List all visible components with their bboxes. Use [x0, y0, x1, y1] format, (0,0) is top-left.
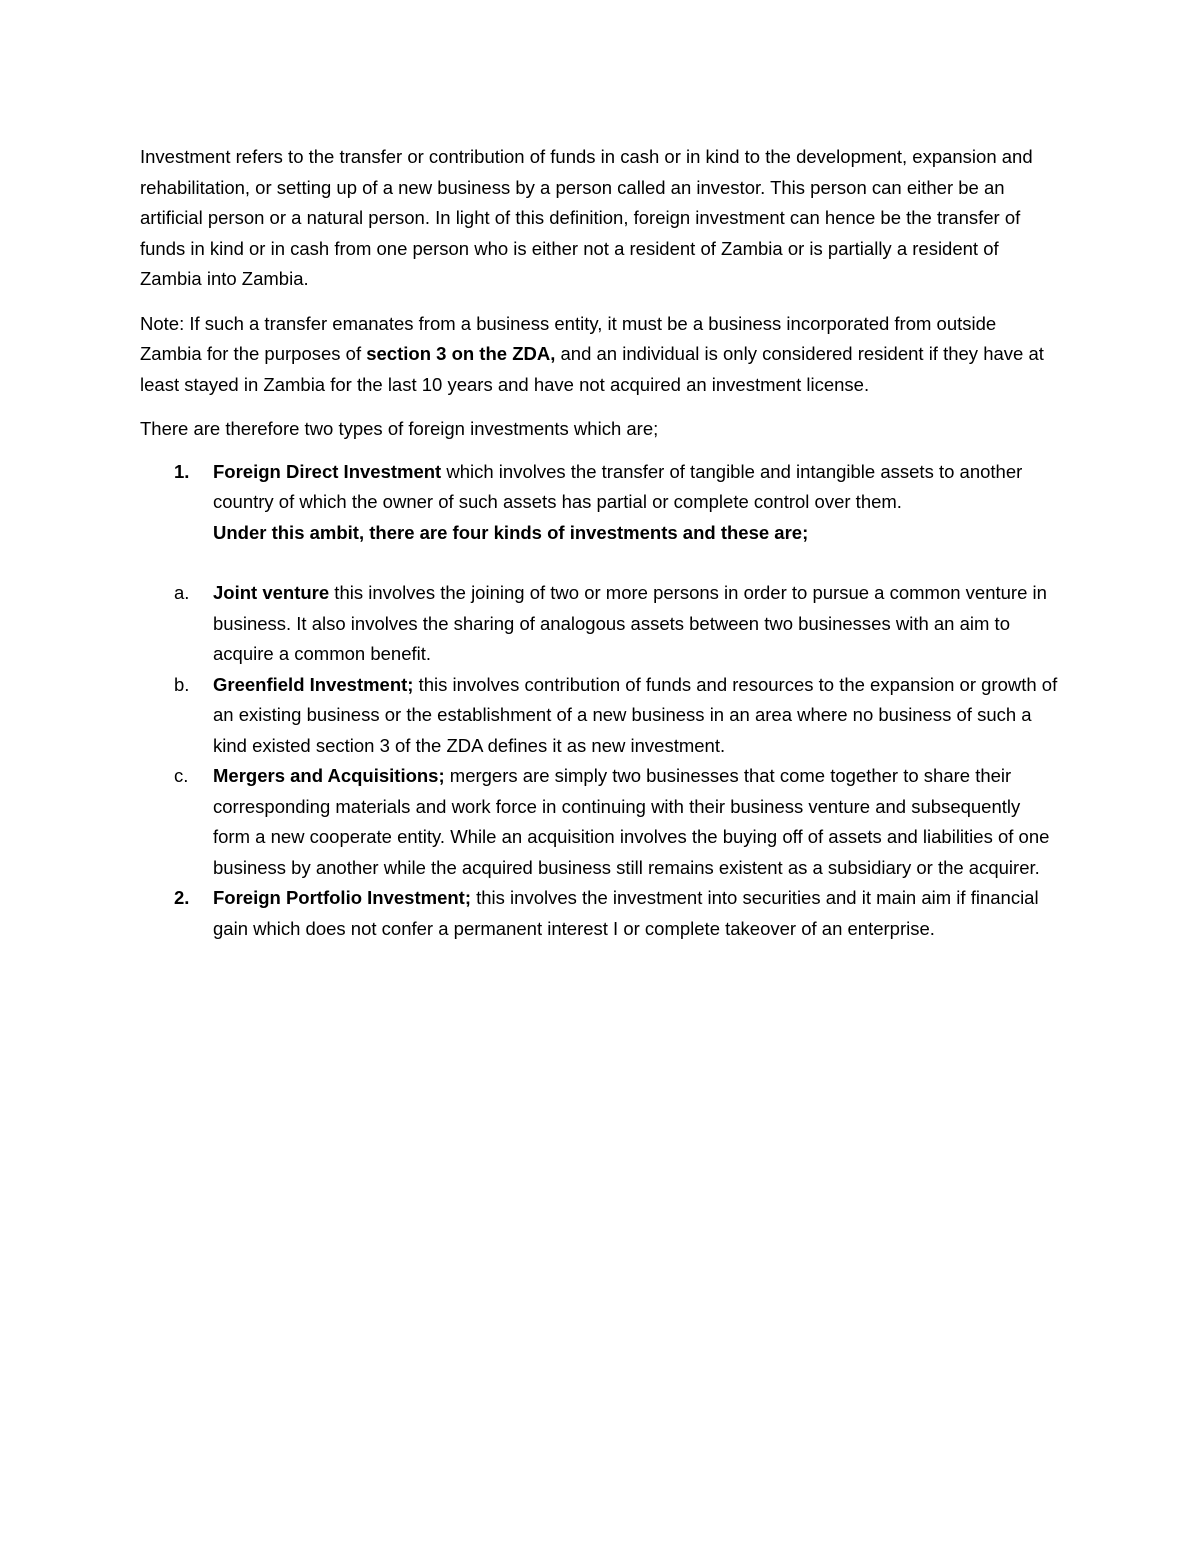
list-item-greenfield-investment	[140, 670, 1060, 762]
note-text-start: Note: If such a transfer emanates from a business entity, it must be a business incorporated from outside Zambia for the purposes of	[140, 312, 997, 364]
item-heading: Foreign Portfolio Investment;	[213, 887, 471, 908]
paragraph-investment-definition: Investment refers to the transfer or contribution of funds in cash or in kind to the development, expansion and rehabilitation, or setting up of a new business by a person called an investor. This person can either be an artificial person or a natural person. In light of this definition, foreign investment can hence be the transfer of funds in kind or in cash from one person who is either not a resident of Zambia or is partially a resident of Zambia into Zambia.	[140, 146, 1033, 289]
item-heading: Foreign Direct Investment	[213, 460, 442, 482]
list-marker: c.	[174, 765, 189, 786]
list-item-foreign-direct-investment	[140, 457, 1060, 549]
note-text-end: and an individual is only considered resident if they have at least stayed in Zambia for the last 10 years and have not acquired an investment license.	[140, 343, 1044, 395]
item-heading: Greenfield Investment;	[213, 673, 414, 695]
item-text: this involves the investment into securities and it main aim if financial gain which does not confer a permanent interest I or complete takeover of an enterprise.	[213, 887, 1039, 939]
paragraph-note	[140, 309, 1060, 401]
list-item-foreign-portfolio-investment	[140, 883, 1060, 944]
item-text: mergers are simply two businesses that come together to share their corresponding materials and work force in continuing with their business venture and subsequently form a new cooperate entity. While an acquisition involves the buying off of assets and liabilities of one business by another while the acquired business still remains existent as a subsidiary or the acquirer.	[213, 765, 1050, 878]
list-marker: 2.	[174, 887, 190, 908]
paragraph-types-intro: There are therefore two types of foreign investments which are;	[140, 418, 659, 439]
sub-list	[140, 578, 1060, 883]
item-text: which involves the transfer of tangible and intangible assets to another country of which the owner of such assets has partial or complete control over them.	[213, 460, 1023, 512]
list-marker: 1.	[174, 460, 190, 482]
list-item-joint-venture	[140, 578, 1060, 670]
item-subheading: Under this ambit, there are four kinds of investments and these are;	[213, 521, 809, 543]
item-text: this involves the joining of two or more persons in order to pursue a common venture in business. It also involves the sharing of analogous assets between two businesses with an aim to acquire a common benefit.	[213, 582, 1047, 664]
item-heading: Mergers and Acquisitions;	[213, 765, 445, 786]
item-text: this involves contribution of funds and resources to the expansion or growth of an existing business or the establishment of a new business in an area where no business of such a kind existed section 3 of the ZDA defines it as new investment.	[213, 673, 1058, 756]
note-bold-reference: section 3 on the ZDA,	[366, 343, 556, 364]
list-marker: b.	[174, 673, 190, 695]
list-marker: a.	[174, 582, 190, 603]
item-heading: Joint venture	[213, 582, 330, 603]
list-item-mergers-acquisitions	[140, 761, 1060, 883]
